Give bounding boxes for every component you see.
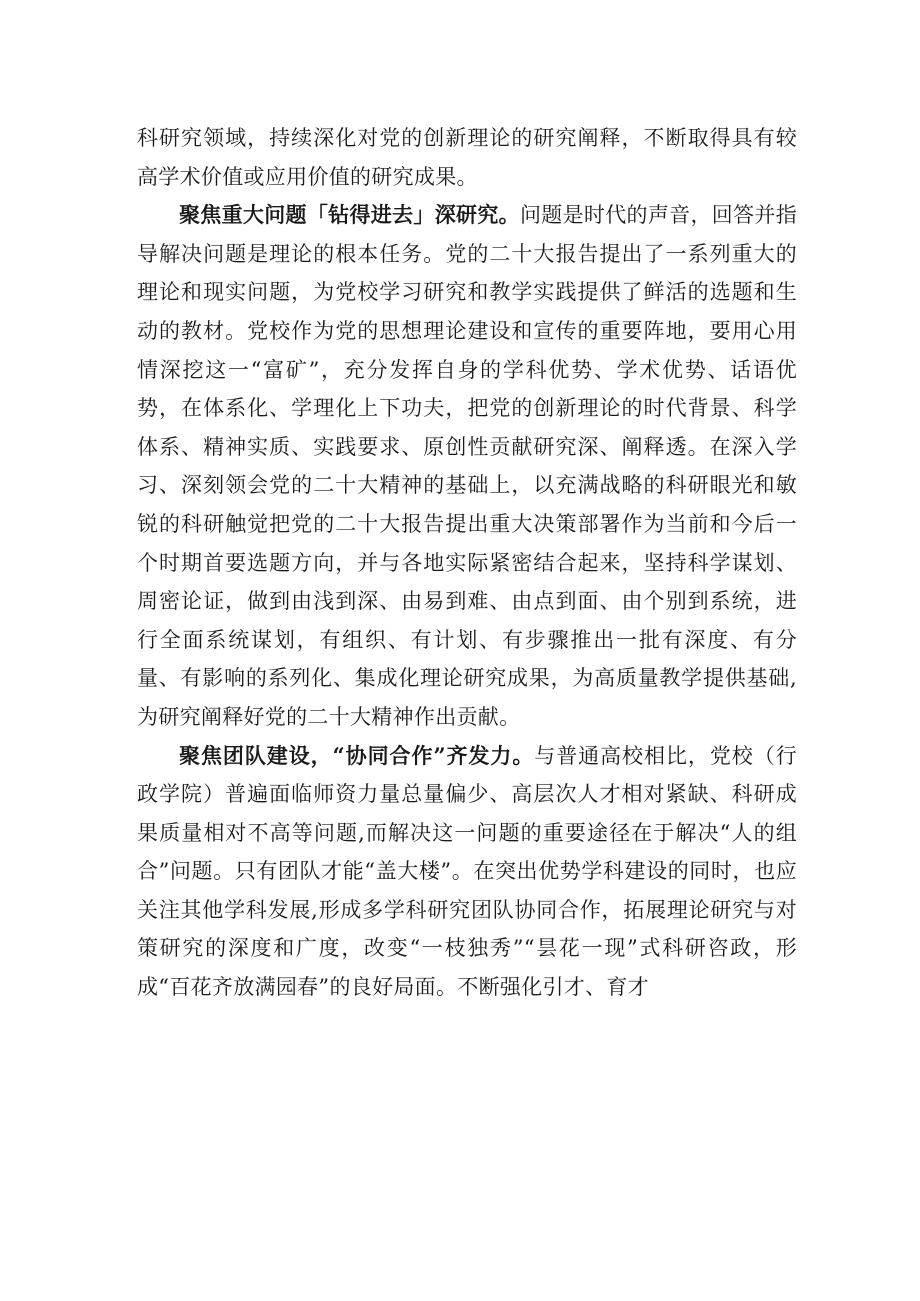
paragraph-team-building — [137, 737, 797, 1007]
paragraph-major-issues — [137, 196, 797, 736]
document-body — [137, 119, 797, 1007]
paragraph-continuation — [137, 119, 797, 196]
paragraph-body: 科研究领域，持续深化对党的创新理论的研究阐释，不断取得具有较高学术价值或应用价值的研究成果。 — [137, 126, 797, 189]
paragraph-heading: 聚焦重大问题「钻得进去」深研究。 — [179, 202, 520, 228]
paragraph-heading: 聚焦团队建设，“协同合作”齐发力。 — [179, 742, 535, 768]
paragraph-body: 与普通高校相比，党校（行政学院）普遍面临师资力量总量偏少、高层次人才相对紧缺、科研成果质量相对不高等问题,而解决这一问题的重要途径在于解决“人的组合”问题。只有团队才能“盖大楼”。在突出优势学科建设的同时，也应关注其他学科发展,形成多学科研究团队协同合作，拓展理论研究与对策研究的深度和广度，改变“一枝独秀”“昙花一现”式科研咨政，形成“百花齐放满园春”的良好局面。不断强化引才、育才 — [137, 743, 797, 1000]
paragraph-body: 问题是时代的声音，回答并指导解决问题是理论的根本任务。党的二十大报告提出了一系列重大的理论和现实问题，为党校学习研究和教学实践提供了鲜活的选题和生动的教材。党校作为党的思想理论建设和宣传的重要阵地，要用心用情深挖这一“富矿”，充分发挥自身的学科优势、学术优势、话语优势，在体系化、学理化上下功夫，把党的创新理论的时代背景、科学体系、精神实质、实践要求、原创性贡献研究深、阐释透。在深入学习、深刻领会党的二十大精神的基础上，以充满战略的科研眼光和敏锐的科研触觉把党的二十大报告提出重大决策部署作为当前和今后一个时期首要选题方向，并与各地实际紧密结合起来，坚持科学谋划、周密论证，做到由浅到深、由易到难、由点到面、由个别到系统，进行全面系统谋划，有组织、有计划、有步骤推出一批有深度、有分量、有影响的系列化、集成化理论研究成果，为高质量教学提供基础,为研究阐释好党的二十大精神作出贡献。 — [137, 203, 797, 729]
